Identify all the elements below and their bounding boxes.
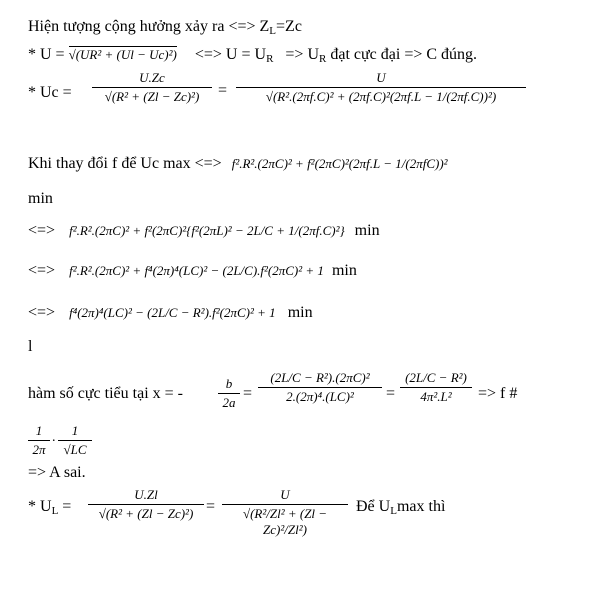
uc-den-1: √(R² + (Zl − Zc)²) [104,89,200,104]
ul-label-text: * U [28,498,52,515]
ul-sub: L [51,505,59,517]
u-conclusion: đạt cực đại => C đúng. [330,46,478,63]
ul-label [28,498,71,517]
step-2-arrow: <=> [28,262,56,279]
ur-sub: R [266,53,274,65]
a-false-text: => A sai. [28,464,86,481]
line-step-2 [28,262,357,280]
uc-fraction-1 [92,70,212,105]
line-resonance [28,18,302,37]
step-3-arrow: <=> [28,304,56,321]
u-equals-ur: <=> U = U [194,46,267,63]
min-text: min [28,190,53,207]
f-not-equal: => f # [478,385,518,402]
uc-equals: = [218,82,228,99]
eq-sign-2: = [386,385,396,402]
two-pi-den: 2π [32,442,46,457]
ul-fraction-2 [222,487,348,538]
resonance-text: Hiện tượng cộng hưởng xảy ra <=> Z [28,18,270,35]
one-over-2pi [28,423,50,458]
ul-equals: = [62,498,72,515]
line-f-change [28,155,448,173]
ul-den-2: √(R²/Zl² + (Zl − Zc)²/Zl²) [242,506,328,537]
uc-num-2: U [236,70,526,88]
ul-num-2: U [222,487,348,505]
step-2-min: min [331,262,357,279]
ul-max-suffix: max thì [396,498,446,515]
ul-den-1: √(R² + (Zl − Zc)²) [98,506,194,521]
simplified-den: 4π².L² [420,389,452,404]
one-num-2: 1 [58,423,92,441]
ul-num-1: U.Zl [88,487,204,505]
line-step-3 [28,304,313,322]
ul-max-sub: L [390,505,397,517]
vertex-fraction [258,370,382,405]
uc-den-2: √(R².(2πf.C)² + (2πf.C)²(2πf.L − 1/(2πf.C))²) [265,89,497,104]
vertex-num: (2L/C − R²).(2πC)² [258,370,382,388]
one-over-sqrt-lc [58,423,92,458]
uc-num-1: U.Zc [92,70,212,88]
stray-l: l [28,338,33,355]
minus-b-2a [218,376,240,411]
step-1-arrow: <=> [28,222,56,239]
sqrt-lc-den: √LC [63,442,87,457]
line-u-formula [28,46,477,65]
dot-multiply: . [52,430,56,445]
vertex-den: 2.(2π)⁴.(LC)² [286,389,354,404]
resonance-end: =Zc [276,18,302,35]
f-change-math: f².R².(2πC)² + f²(2πC)²(2πf.L − 1/(2πfC))² [231,156,448,171]
simplified-num: (2L/C − R²) [400,370,472,388]
uc-label: * Uc = [28,84,72,101]
vertex-simplified [400,370,472,405]
b-num: b [218,376,240,394]
ul-max-text [356,498,445,517]
step-1-math: f².R².(2πC)² + f²(2πC)²{f²(2πL)² − 2L/C + 1/(2πf.C)²} [69,223,345,238]
u-implies: => U [285,46,320,63]
ul-eq-sign: = [206,498,216,515]
line-step-1 [28,222,380,240]
step-2-math: f².R².(2πC)² + f⁴(2π)⁴(LC)² − (2L/C).f²(2πC)² + 1 [69,263,324,278]
step-1-min: min [354,222,380,239]
step-3-math: f⁴(2π)⁴(LC)² − (2L/C − R²).f²(2πC)² + 1 [69,305,276,320]
step-3-min: min [287,304,313,321]
resonance-sub: L [269,25,277,37]
ur-sub-2: R [319,53,327,65]
min-at-text: hàm số cực tiểu tại x = - [28,385,183,402]
uc-fraction-2 [236,70,526,105]
eq-sign-1: = [243,385,253,402]
u-label: * U = [28,46,69,63]
one-num-1: 1 [28,423,50,441]
ul-fraction-1 [88,487,204,522]
f-change-text: Khi thay đổi f để Uc max <=> [28,155,222,172]
ul-max-prefix: Để U [356,498,391,515]
u-formula-math: √(UR² + (Ul − Uc)²) [68,47,177,62]
2a-den: 2a [222,395,236,410]
